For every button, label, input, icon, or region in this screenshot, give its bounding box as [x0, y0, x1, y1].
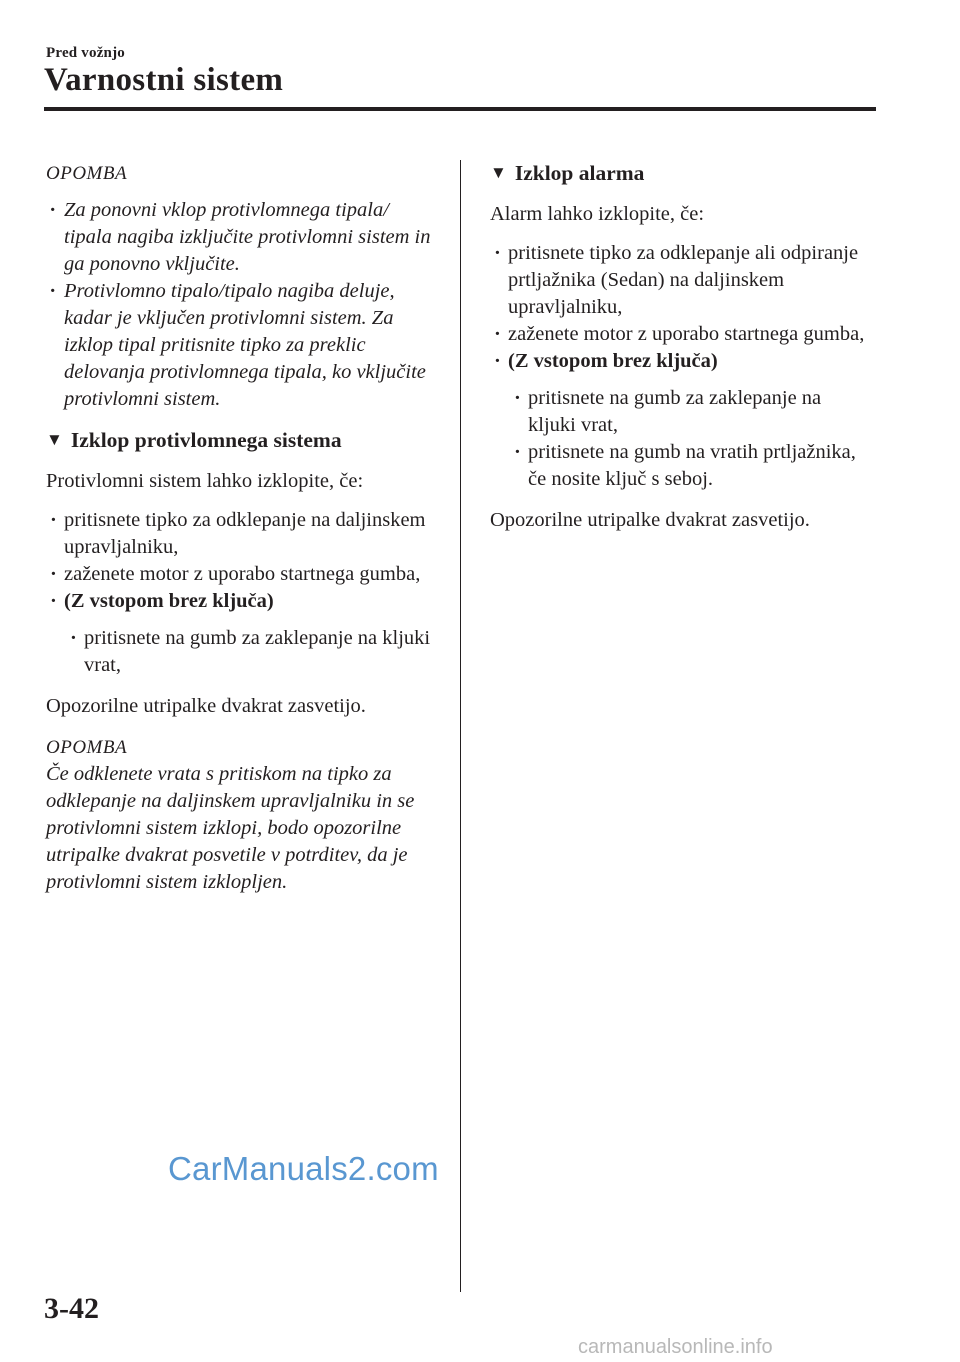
list-item: · (Z vstopom brez ključa)	[46, 588, 438, 615]
list-item: · pritisnete na gumb za zaklepanje na kljuki vrat,	[510, 385, 870, 439]
triangle-marker-icon: ▼	[490, 163, 507, 182]
note-label: OPOMBA	[46, 737, 128, 758]
note-label: OPOMBA	[46, 163, 128, 184]
left-column	[46, 160, 438, 896]
section-heading	[46, 427, 438, 454]
condition-list	[490, 240, 870, 375]
section-heading-text: Izklop alarma	[514, 161, 645, 185]
page-title: Varnostni sistem	[44, 62, 284, 98]
note-item: · Protivlomno tipalo/tipalo nagiba deluje, kadar je vključen protivlomni sistem. Za izklop tipal pritisnite tipko za preklic delovanja protivlomnega tipala, ko vključite protivlomni sistem.	[46, 278, 438, 413]
section-heading-text: Izklop protivlomnega sistema	[70, 428, 342, 452]
right-column	[490, 160, 870, 534]
paragraph: Protivlomni sistem lahko izklopite, če:	[46, 470, 364, 492]
header-divider	[44, 107, 876, 111]
chapter-label: Pred vožnjo	[46, 45, 125, 61]
list-item: · pritisnete tipko za odklepanje ali odpiranje prtljažnika (Sedan) na daljinskem upravljalniku,	[490, 240, 870, 321]
triangle-marker-icon: ▼	[46, 430, 63, 449]
sub-condition-list	[490, 385, 870, 493]
footer-watermark: carmanualsonline.info	[578, 1336, 773, 1358]
list-item: · pritisnete tipko za odklepanje na daljinskem upravljalniku,	[46, 507, 438, 561]
column-divider	[460, 160, 461, 1292]
list-item: · pritisnete na gumb na vratih prtljažnika, če nosite ključ s seboj.	[510, 439, 870, 493]
sub-condition-list	[46, 625, 438, 679]
watermark-logo: CarManuals2.com	[168, 1150, 439, 1187]
paragraph: Opozorilne utripalke dvakrat zasvetijo.	[490, 509, 810, 531]
section-heading	[490, 160, 870, 187]
paragraph: Opozorilne utripalke dvakrat zasvetijo.	[46, 695, 366, 717]
list-item: · zaženete motor z uporabo startnega gumba,	[490, 321, 870, 348]
page-number: 3-42	[44, 1292, 99, 1325]
list-item: · zaženete motor z uporabo startnega gumba,	[46, 561, 438, 588]
note-list	[46, 197, 438, 413]
list-item: · pritisnete na gumb za zaklepanje na kljuki vrat,	[66, 625, 438, 679]
note-text: Če odklenete vrata s pritiskom na tipko za odklepanje na daljinskem upravljalniku in se protivlomni sistem izklopi, bodo opozorilne utripalke dvakrat posvetile v potrditev, da je protivlomni sistem izklopljen.	[46, 763, 415, 893]
condition-list	[46, 507, 438, 615]
list-item: · (Z vstopom brez ključa)	[490, 348, 870, 375]
paragraph: Alarm lahko izklopite, če:	[490, 203, 705, 225]
note-item: · Za ponovni vklop protivlomnega tipala/ tipala nagiba izključite protivlomni sistem in ga ponovno vključite.	[46, 197, 438, 278]
